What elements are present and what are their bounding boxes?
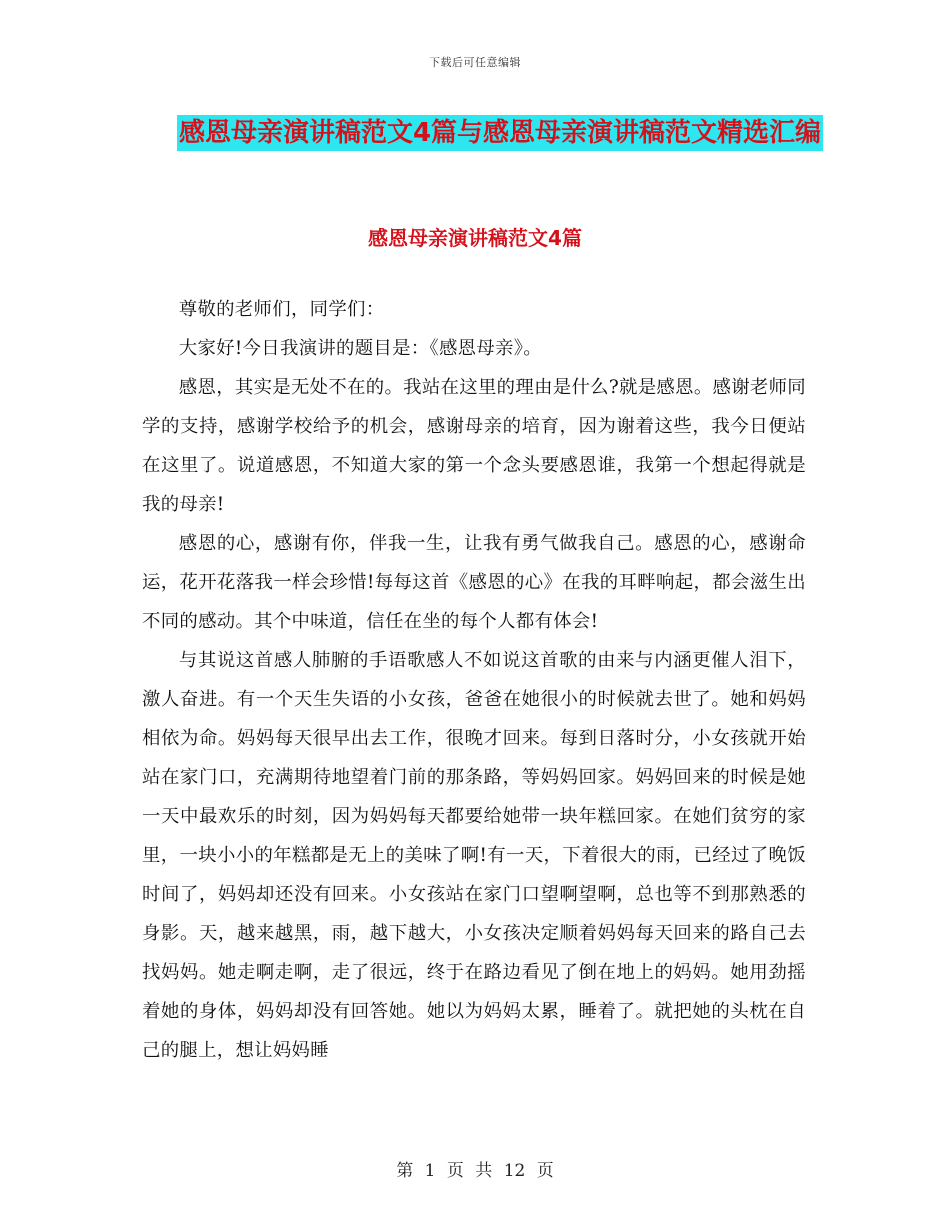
footer-total-pages: 12 xyxy=(503,1161,526,1181)
document-title xyxy=(140,110,860,156)
footer-label-unit: 页 xyxy=(446,1161,464,1181)
page-header-note: 下载后可任意编辑 xyxy=(429,56,521,69)
footer-label-page: 第 xyxy=(396,1161,414,1181)
footer-page-number: 1 xyxy=(424,1161,436,1181)
paragraph: 尊敬的老师们，同学们： xyxy=(178,299,385,320)
page-footer xyxy=(0,1156,950,1181)
section-title: 感恩母亲演讲稿范文4篇 xyxy=(368,226,582,250)
footer-label-unit-end: 页 xyxy=(536,1161,554,1181)
paragraph: 感恩，其实是无处不在的。我站在这里的理由是什么?就是感恩。感谢老师同学的支持，感谢学校给予的机会，感谢母亲的培育，因为谢着这些，我今日便站在这里了。说道感恩，不知道大家的第一个念头要感恩谁，我第一个想起得就是我的母亲! xyxy=(142,377,806,515)
document-body xyxy=(142,290,806,1070)
paragraph: 大家好!今日我演讲的题目是：《感恩母亲》。 xyxy=(178,338,542,359)
paragraph: 与其说这首感人肺腑的手语歌感人不如说这首歌的由来与内涵更催人泪下，激人奋进。有一个天生失语的小女孩，爸爸在她很小的时候就去世了。她和妈妈相依为命。妈妈每天很早出去工作，很晚才回来。每到日落时分，小女孩就开始站在家门口，充满期待地望着门前的那条路，等妈妈回家。妈妈回来的时候是她一天中最欢乐的时刻，因为妈妈每天都要给她带一块年糕回家。在她们贫穷的家里，一块小小的年糕都是无上的美味了啊!有一天，下着很大的雨，已经过了晚饭时间了，妈妈却还没有回来。小女孩站在家门口望啊望啊，总也等不到那熟悉的身影。天，越来越黑，雨，越下越大，小女孩决定顺着妈妈每天回来的路自己去找妈妈。她走啊走啊，走了很远，终于在路边看见了倒在地上的妈妈。她用劲摇着她的身体，妈妈却没有回答她。她以为妈妈太累，睡着了。就把她的头枕在自己的腿上，想让妈妈睡 xyxy=(142,650,806,1061)
footer-label-total: 共 xyxy=(475,1161,493,1181)
paragraph: 感恩的心，感谢有你，伴我一生，让我有勇气做我自己。感恩的心，感谢命运，花开花落我一样会珍惜!每每这首《感恩的心》在我的耳畔响起，都会滋生出不同的感动。其个中味道，信任在坐的每个人都有体会! xyxy=(142,533,806,632)
document-title-text: 感恩母亲演讲稿范文4篇与感恩母亲演讲稿范文精选汇编 xyxy=(177,115,823,151)
